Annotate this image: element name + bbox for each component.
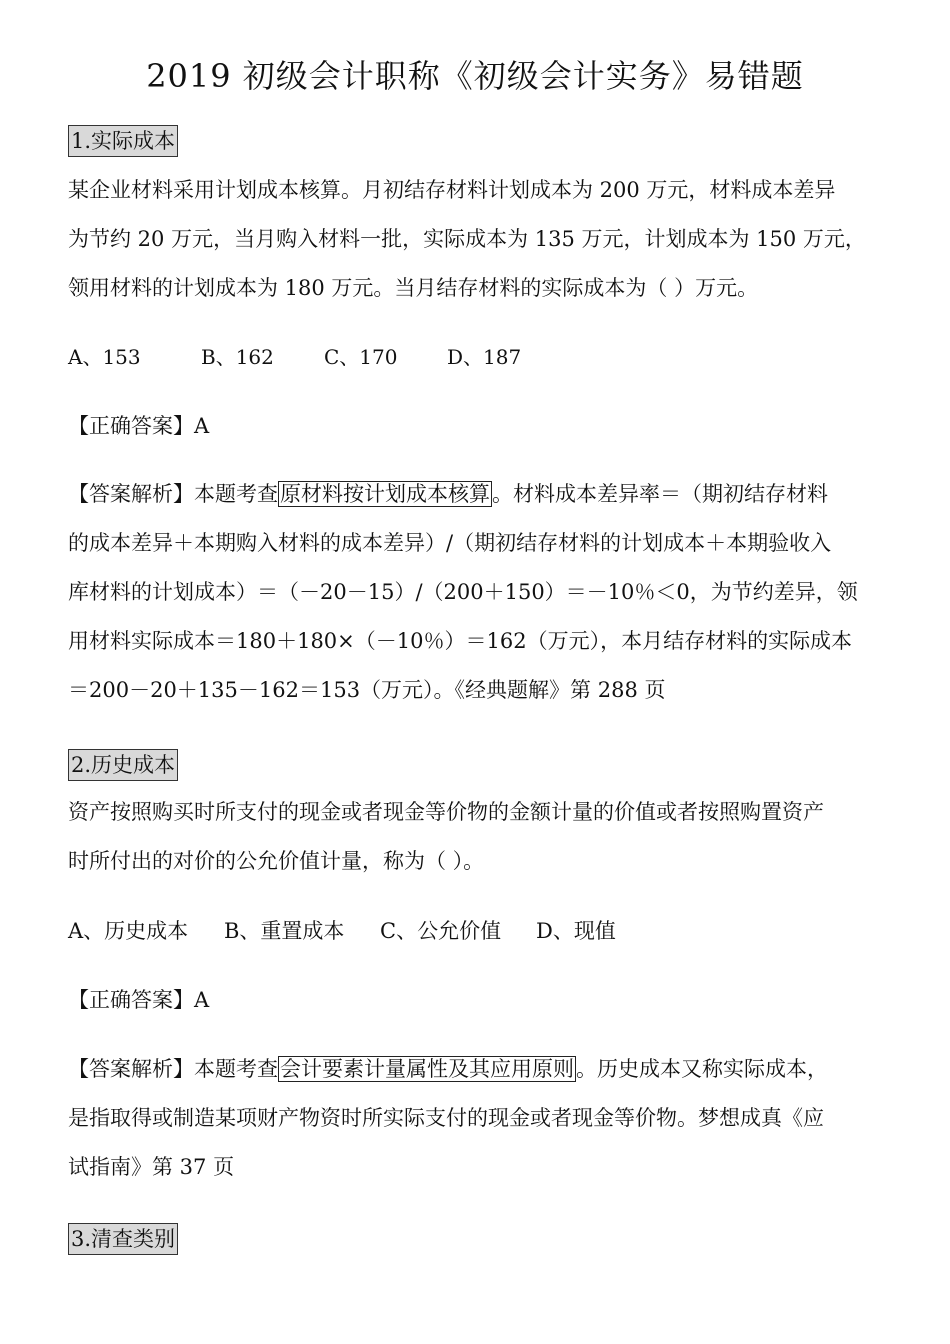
question-2-answer: 【正确答案】A <box>68 988 210 1012</box>
option-d: D、现值 <box>536 919 616 943</box>
explanation-prefix: 【答案解析】本题考查 <box>68 1057 278 1081</box>
option-b: B、重置成本 <box>224 919 345 943</box>
question-2-stem <box>68 788 886 886</box>
explanation-line: 是指取得或制造某项财产物资时所实际支付的现金或者现金等价物。梦想成真《应 <box>68 1106 824 1130</box>
question-2-explanation <box>68 1045 886 1192</box>
question-1-stem-line: 领用材料的计划成本为 180 万元。当月结存材料的实际成本为（ ）万元。 <box>68 276 759 300</box>
option-a: A、历史成本 <box>68 919 189 943</box>
option-a: A、153 <box>68 345 141 369</box>
explanation-line: 库材料的计划成本）＝（－20－15）/（200＋150）＝－10％＜0，为节约差异，领 <box>68 580 858 604</box>
option-c: C、170 <box>324 345 398 369</box>
explanation-first-line <box>68 470 886 519</box>
explanation-line: 用材料实际成本＝180＋180×（－10％）＝162（万元），本月结存材料的实际成本 <box>68 629 853 653</box>
question-1-stem-line: 为节约 20 万元，当月购入材料一批，实际成本为 135 万元，计划成本为 150 万元， <box>68 227 866 251</box>
question-1-explanation <box>68 470 886 715</box>
section-heading-3: 3.清查类别 <box>68 1223 178 1255</box>
question-2-options <box>68 916 616 946</box>
explanation-prefix: 【答案解析】本题考查 <box>68 482 278 506</box>
explanation-keyword-box: 会计要素计量属性及其应用原则 <box>280 1057 574 1081</box>
explanation-line: ＝200－20＋135－162＝153（万元）。《经典题解》第 288 页 <box>68 678 666 702</box>
explanation-line: 的成本差异＋本期购入材料的成本差异）/（期初结存材料的计划成本＋本期验收入 <box>68 531 832 555</box>
question-1-answer: 【正确答案】A <box>68 414 210 438</box>
question-2-stem-line: 资产按照购买时所支付的现金或者现金等价物的金额计量的价值或者按照购置资产 <box>68 800 824 824</box>
option-b: B、162 <box>201 345 274 369</box>
question-1-options <box>68 342 521 372</box>
question-1-stem-line: 某企业材料采用计划成本核算。月初结存材料计划成本为 200 万元，材料成本差异 <box>68 178 836 202</box>
option-c: C、公允价值 <box>380 919 502 943</box>
section-heading-2: 2.历史成本 <box>68 749 178 781</box>
option-d: D、187 <box>447 345 522 369</box>
document-title: 2019 初级会计职称《初级会计实务》易错题 <box>146 57 804 95</box>
question-2-stem-line: 时所付出的对价的公允价值计量，称为（ ）。 <box>68 849 485 873</box>
section-heading-1: 1.实际成本 <box>68 125 178 157</box>
explanation-line: 试指南》第 37 页 <box>68 1155 235 1179</box>
explanation-first-line <box>68 1045 886 1094</box>
explanation-rest: 。历史成本又称实际成本， <box>576 1057 828 1081</box>
explanation-rest: 。材料成本差异率＝（期初结存材料 <box>492 482 828 506</box>
question-1-stem <box>68 166 886 313</box>
explanation-keyword-box: 原材料按计划成本核算 <box>280 482 490 506</box>
